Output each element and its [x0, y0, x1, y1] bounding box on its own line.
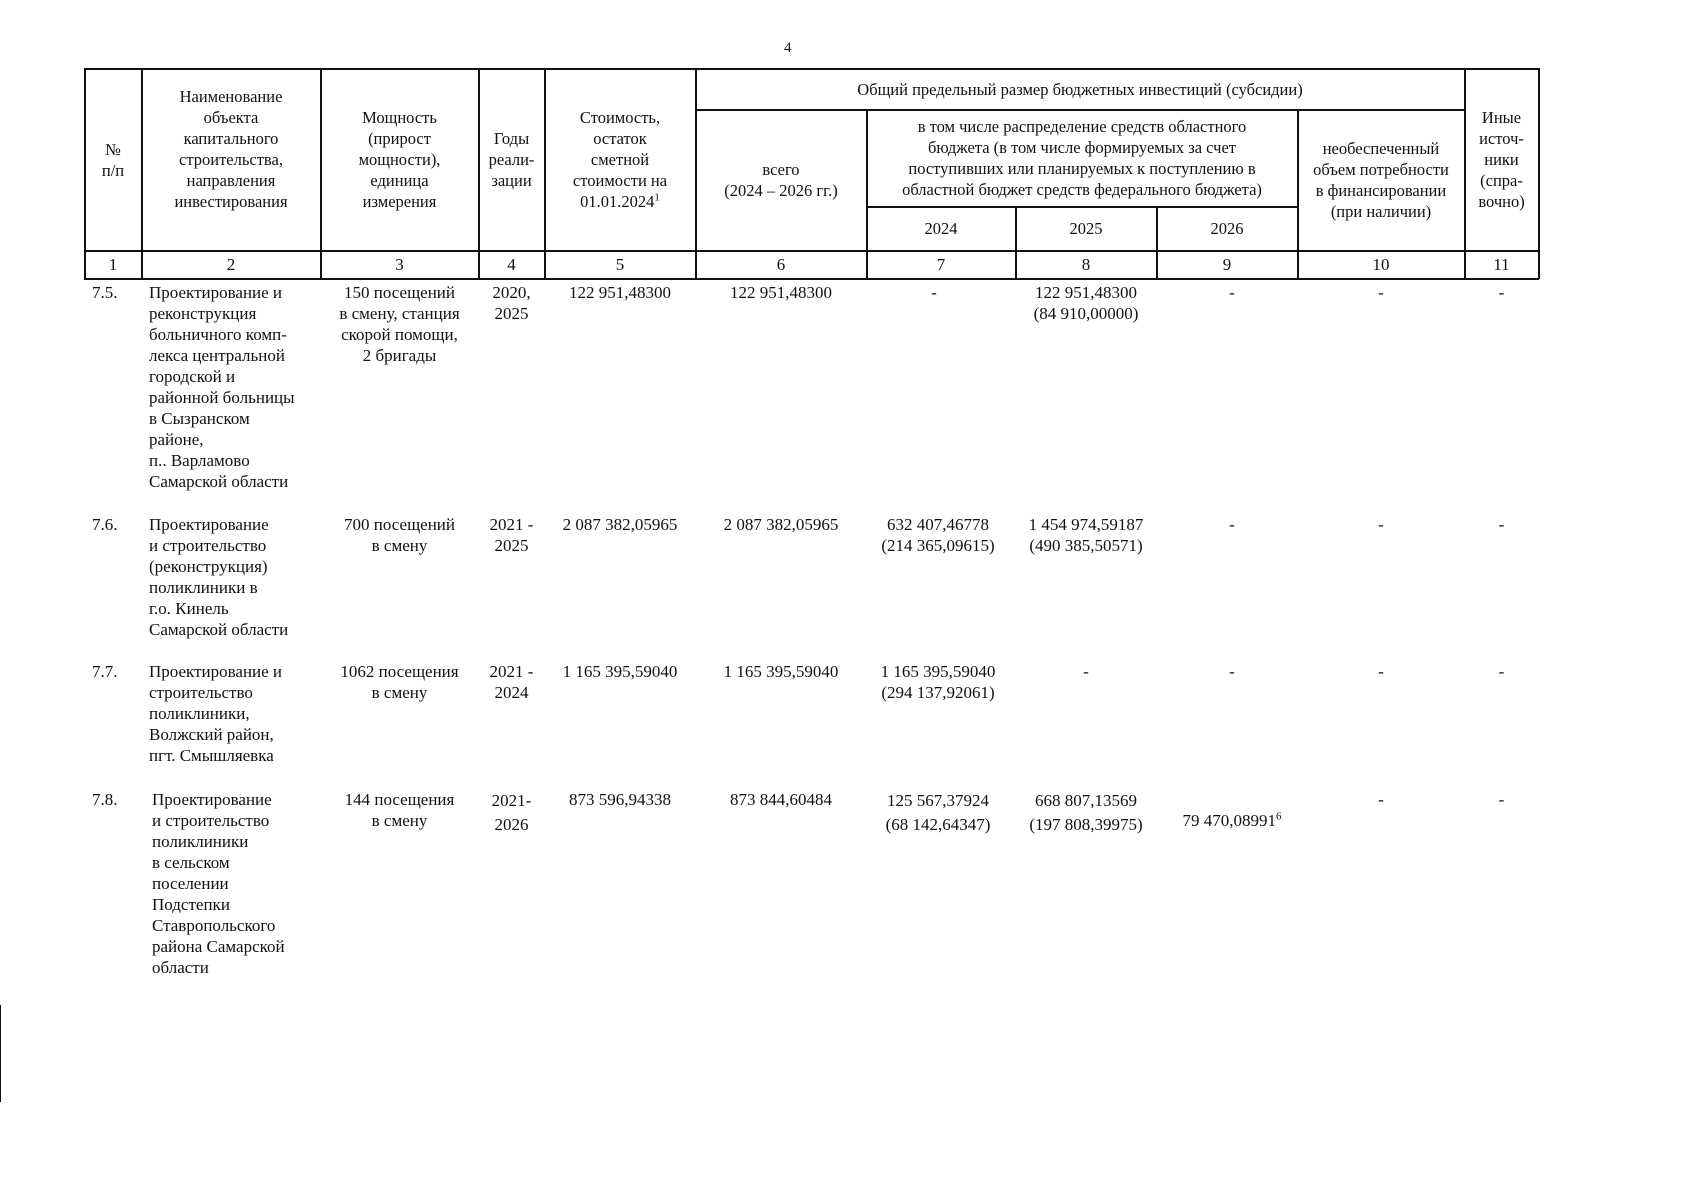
row-2025: 122 951,48300 (84 910,00000): [1033, 283, 1139, 323]
row-2025: -: [1083, 662, 1089, 681]
header-cost-footnote: 1: [654, 191, 660, 204]
header-cost: [545, 69, 695, 250]
row-unsecured: -: [1378, 790, 1384, 809]
column-number: 1: [108, 255, 118, 274]
row-2024: 125 567,37924 (68 142,64347): [885, 791, 991, 834]
col-border-11: [1538, 68, 1540, 279]
row-years: 2020, 2025: [492, 283, 531, 323]
row-2024: 632 407,46778 (214 365,09615): [881, 515, 995, 555]
column-number: 7: [936, 255, 946, 274]
header-unsecured: необеспеченный объем потребности в финансировании (при наличии): [1313, 139, 1449, 221]
row-years: 2021- 2026: [491, 791, 532, 834]
row-total: 873 844,60484: [730, 790, 832, 809]
row-capacity: 144 посещения в смену: [344, 790, 455, 830]
column-number: 4: [507, 255, 516, 274]
row-num: 7.7.: [92, 662, 118, 681]
column-number: 6: [776, 255, 786, 274]
column-number: 3: [395, 255, 404, 274]
row-num: 7.5.: [92, 283, 118, 302]
row-total: 1 165 395,59040: [723, 662, 839, 681]
row-total: 122 951,48300: [730, 283, 832, 302]
row-cost: 2 087 382,05965: [562, 515, 678, 534]
header-year-2024: 2024: [924, 219, 958, 238]
table-border-numbers-bottom: [84, 278, 1539, 280]
row-2026: -: [1229, 662, 1235, 681]
row-capacity: 150 посещений в смену, станция скорой помощи, 2 бригады: [339, 283, 460, 365]
column-number: 5: [615, 255, 625, 274]
row-unsecured: -: [1378, 283, 1384, 302]
header-num: № п/п: [101, 139, 125, 180]
row-2026-value: 79 470,08991: [1182, 811, 1276, 830]
row-2026-footnote: 6: [1276, 810, 1282, 823]
column-number: 11: [1493, 255, 1510, 274]
row-other: -: [1498, 515, 1505, 534]
row-num: 7.8.: [92, 790, 118, 809]
row-2024: -: [931, 283, 937, 302]
header-year-2025: 2025: [1069, 219, 1103, 238]
row-total: 2 087 382,05965: [723, 515, 839, 534]
row-capacity: 1062 посещения в смену: [340, 662, 459, 702]
row-cost: 1 165 395,59040: [562, 662, 678, 681]
row-name: Проектирование и реконструкция больничного комп- лекса центральной городской и районной больницы в Сызранском районе, п.. Варламово Самарской области: [149, 283, 295, 491]
header-total: всего (2024 – 2026 гг.): [724, 160, 838, 200]
row-name: Проектирование и строительство поликлиники в сельском поселении Подстепки Ставропольского района Самарской области: [152, 790, 285, 977]
column-number: 10: [1372, 255, 1390, 274]
row-name: Проектирование и строительство (реконструкция) поликлиники в г.о. Кинель Самарской области: [149, 515, 289, 639]
scan-edge-line: [0, 1005, 1, 1102]
page-number: 4: [784, 40, 792, 56]
row-other: -: [1498, 283, 1505, 302]
column-number: 9: [1222, 255, 1232, 274]
row-cost: 122 951,48300: [569, 283, 671, 302]
row-2024: 1 165 395,59040 (294 137,92061): [880, 662, 996, 702]
column-number: 2: [226, 255, 236, 274]
row-num: 7.6.: [92, 515, 118, 534]
row-years: 2021 - 2024: [489, 662, 534, 702]
row-other: -: [1498, 662, 1505, 681]
header-group-total: Общий предельный размер бюджетных инвестиций (субсидии): [857, 79, 1303, 99]
row-capacity: 700 посещений в смену: [344, 515, 455, 555]
row-name: Проектирование и строительство поликлиники, Волжский район, пгт. Смышляевка: [149, 662, 283, 765]
row-years: 2021 - 2025: [489, 515, 534, 555]
header-name: Наименование объекта капитального строительства, направления инвестирования: [174, 87, 288, 211]
header-cost-label: Стоимость, остаток сметной стоимости на 01.01.2024: [572, 108, 668, 211]
row-2026: -: [1229, 283, 1235, 302]
row-2025: 1 454 974,59187 (490 385,50571): [1028, 515, 1144, 555]
header-year-2026: 2026: [1210, 219, 1244, 238]
row-other: -: [1498, 790, 1505, 809]
row-2026: [1162, 789, 1302, 831]
row-unsecured: -: [1378, 662, 1384, 681]
row-cost: 873 596,94338: [569, 790, 671, 809]
header-other: Иные источ- ники (спра- вочно): [1478, 108, 1525, 211]
row-2026: -: [1229, 515, 1235, 534]
row-2025: 668 807,13569 (197 808,39975): [1029, 791, 1143, 834]
header-years: Годы реали- зации: [488, 129, 535, 190]
header-capacity: Мощность (прирост мощности), единица измерения: [358, 108, 441, 211]
header-group-regional: в том числе распределение средств областного бюджета (в том числе формируемых за счет поступивших или планируемых к поступлению в областной бюджет средств федерального бюджета): [902, 117, 1262, 199]
column-number: 8: [1081, 255, 1091, 274]
row-unsecured: -: [1378, 515, 1384, 534]
